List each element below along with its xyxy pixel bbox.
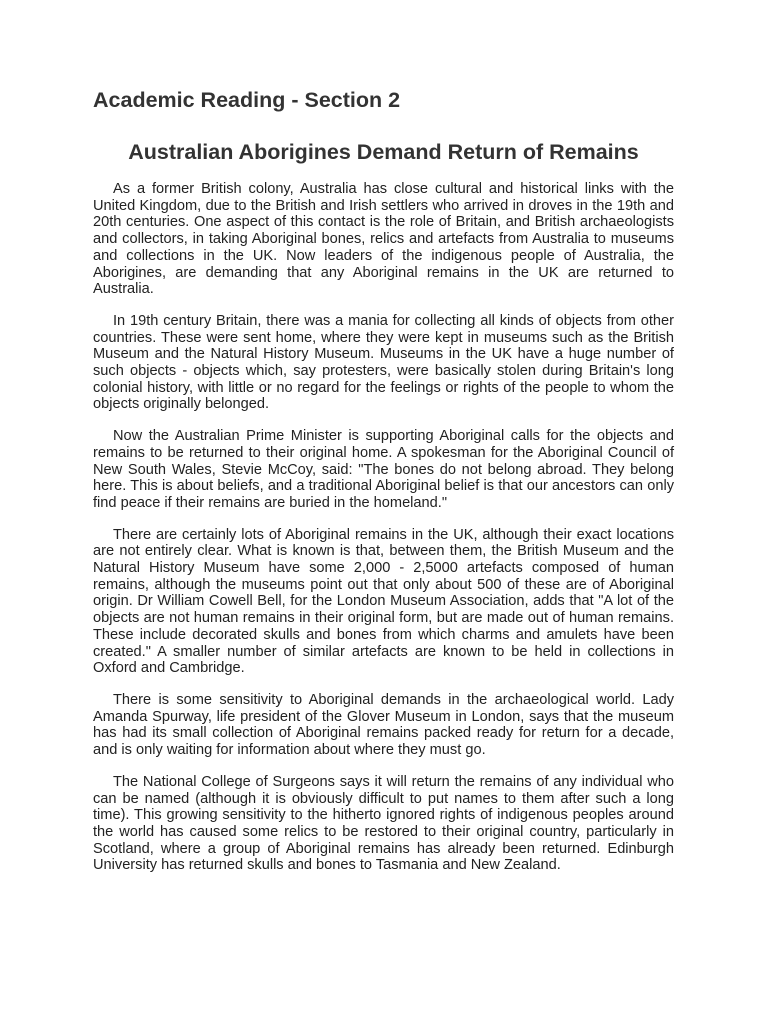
article-body	[93, 181, 674, 874]
paragraph-2: In 19th century Britain, there was a mania for collecting all kinds of objects from other countries. These were sent home, where they were kept in museums such as the British Museum and the Natural History Museum. Museums in the UK have a huge number of such objects - objects which, say protesters, were basically stolen during Britain's long colonial history, with little or no regard for the feelings or rights of the people to whom the objects originally belonged.	[93, 312, 674, 413]
document-page	[93, 84, 674, 889]
paragraph-4: There are certainly lots of Aboriginal remains in the UK, although their exact locations are not entirely clear. What is known is that, between them, the British Museum and the Natural History Museum have some 2,000 - 2,5000 artefacts composed of human remains, although the museums point out that only about 500 of these are of Aboriginal origin. Dr William Cowell Bell, for the London Museum Association, adds that "A lot of the objects are not human remains in their original form, but are made out of human remains. These include decorated skulls and bones from which charms and amulets have been created." A smaller number of similar artefacts are known to be held in collections in Oxford and Cambridge.	[93, 526, 674, 677]
paragraph-3: Now the Australian Prime Minister is supporting Aboriginal calls for the objects and remains to be returned to their original home. A spokesman for the Aboriginal Council of New South Wales, Stevie McCoy, said: "The bones do not belong abroad. They belong here. This is about beliefs, and a traditional Aboriginal belief is that our ancestors can only find peace if their remains are buried in the homeland."	[93, 428, 674, 511]
paragraph-6: The National College of Surgeons says it will return the remains of any individual who can be named (although it is obviously difficult to put names to them after such a long time). This growing sensitivity to the hitherto ignored rights of indigenous peoples around the world has caused some relics to be restored to their original country, particularly in Scotland, where a group of Aboriginal remains has already been returned. Edinburgh University has returned skulls and bones to Tasmania and New Zealand.	[93, 773, 674, 874]
article-title: Australian Aborigines Demand Return of Remains	[128, 140, 639, 164]
paragraph-5: There is some sensitivity to Aboriginal demands in the archaeological world. Lady Amanda Spurway, life president of the Glover Museum in London, says that the museum has had its small collection of Aboriginal remains packed ready for return for a decade, and is only waiting for information about where they must go.	[93, 691, 674, 759]
section-heading: Academic Reading - Section 2	[93, 88, 401, 112]
paragraph-1: As a former British colony, Australia has close cultural and historical links with the United Kingdom, due to the British and Irish settlers who arrived in droves in the 19th and 20th centuries. One aspect of this contact is the role of Britain, and British archaeologists and collectors, in taking Aboriginal bones, relics and artefacts from Australia to museums and collections in the UK. Now leaders of the indigenous people of Australia, the Aborigines, are demanding that any Aboriginal remains in the UK are returned to Australia.	[93, 181, 674, 298]
